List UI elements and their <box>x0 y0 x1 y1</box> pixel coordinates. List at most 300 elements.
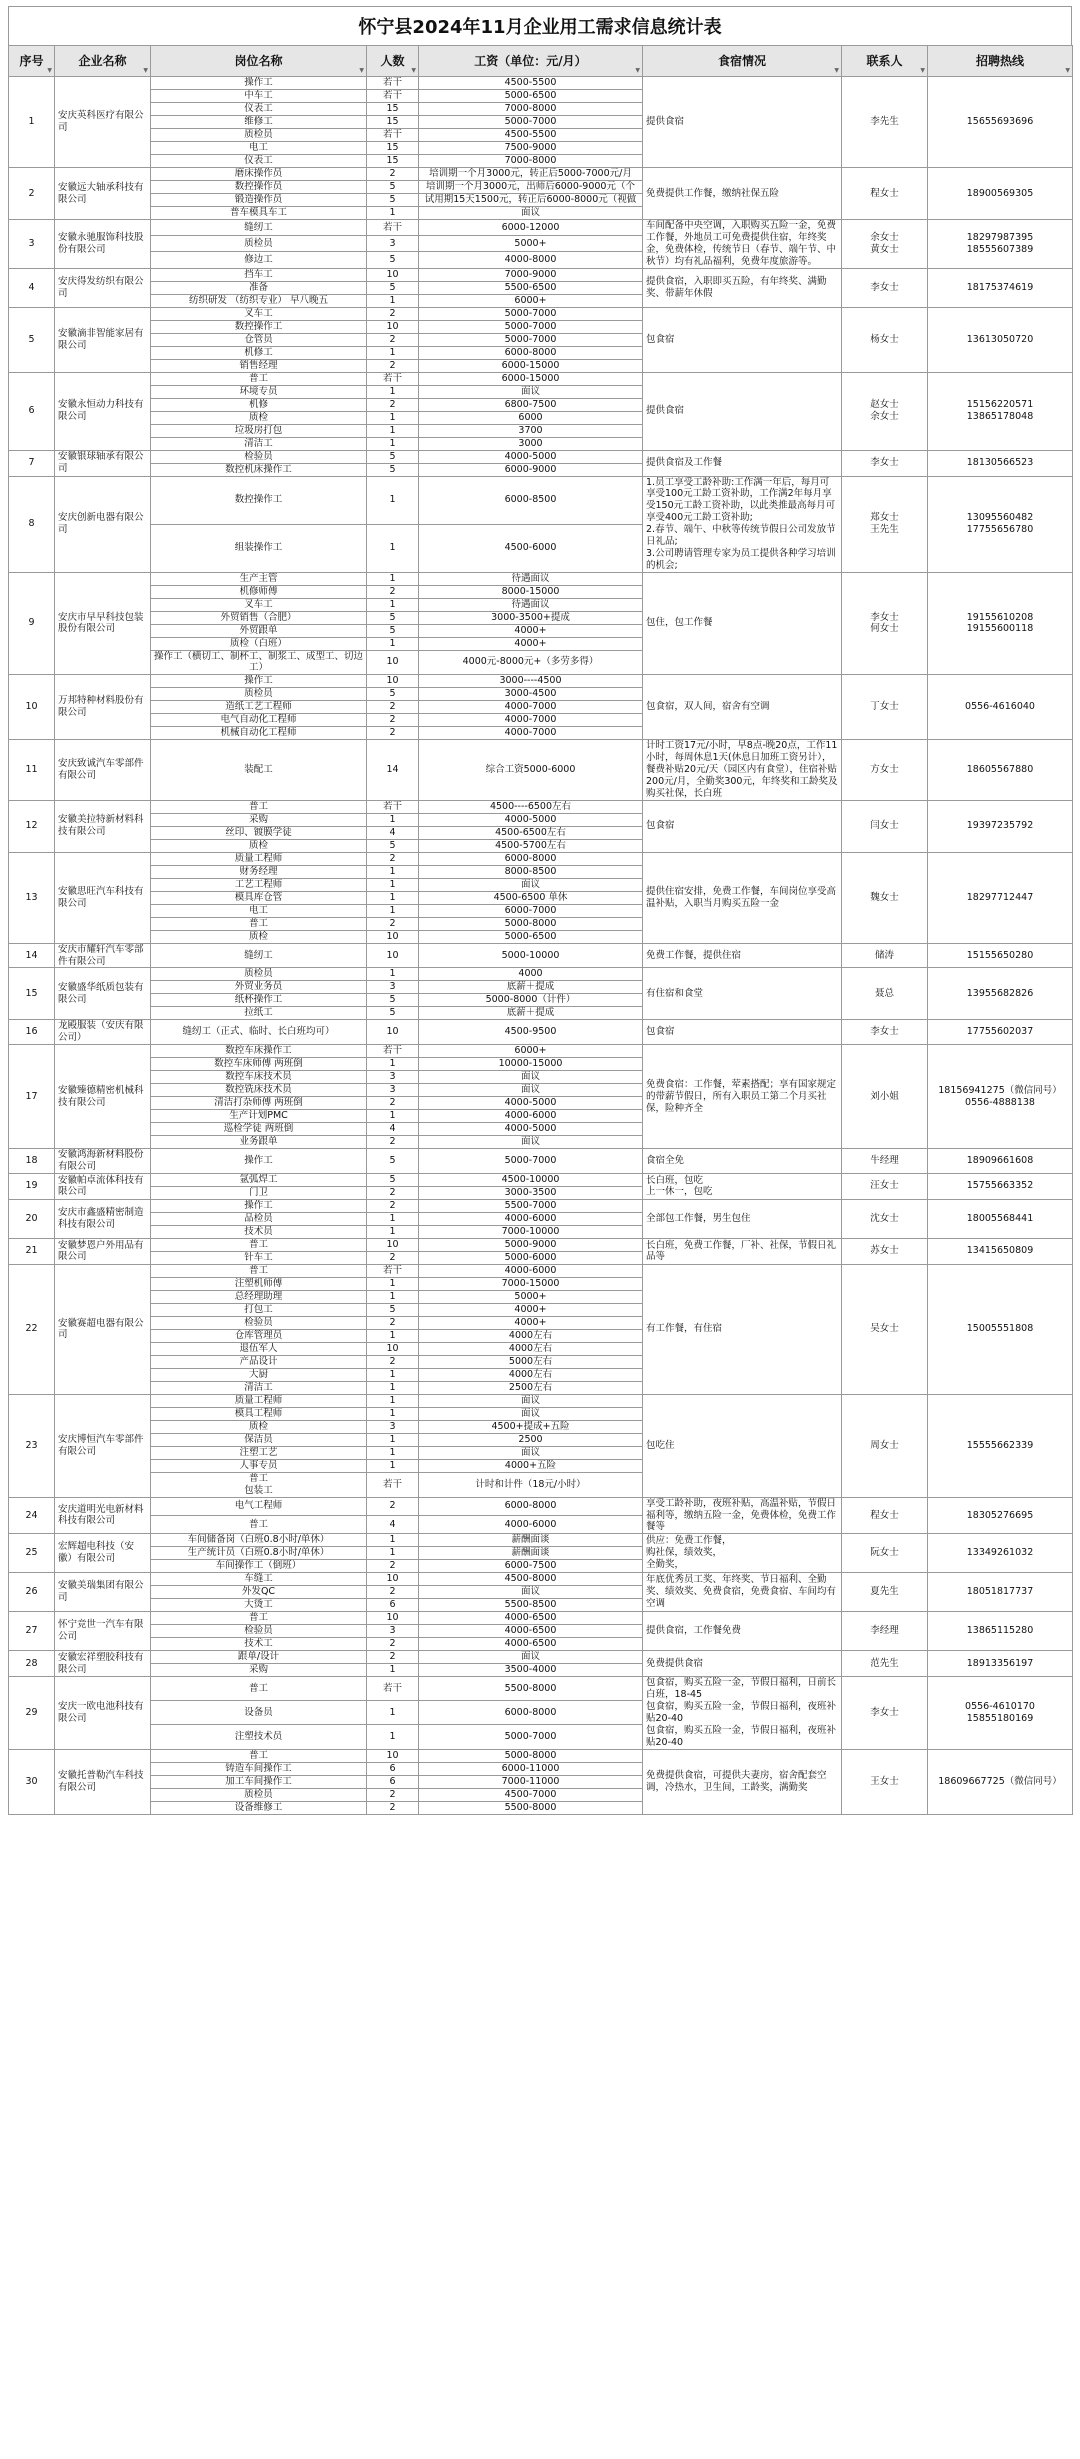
cell-salary[interactable]: 4000-7000 <box>419 727 643 740</box>
cell-count[interactable]: 14 <box>367 740 419 800</box>
cell-count[interactable]: 5 <box>367 688 419 701</box>
cell-count[interactable]: 1 <box>367 572 419 585</box>
cell-salary[interactable]: 3700 <box>419 424 643 437</box>
cell-position[interactable]: 注塑机师傅 <box>151 1277 367 1290</box>
cell-position[interactable]: 模具工程师 <box>151 1407 367 1420</box>
cell-salary[interactable]: 薪酬面谈 <box>419 1547 643 1560</box>
cell-count[interactable]: 5 <box>367 181 419 194</box>
cell-salary[interactable]: 面议 <box>419 207 643 220</box>
cell-no[interactable]: 1 <box>9 77 55 168</box>
cell-position[interactable]: 检验员 <box>151 1316 367 1329</box>
cell-salary[interactable]: 4000+五险 <box>419 1459 643 1472</box>
cell-salary[interactable]: 薪酬面谈 <box>419 1534 643 1547</box>
cell-contact[interactable]: 余女士 黄女士 <box>842 220 928 269</box>
cell-count[interactable]: 4 <box>367 1123 419 1136</box>
cell-count[interactable]: 10 <box>367 1238 419 1251</box>
cell-salary[interactable]: 7000-9000 <box>419 268 643 281</box>
cell-position[interactable]: 质检员 <box>151 236 367 252</box>
cell-position[interactable]: 装配工 <box>151 740 367 800</box>
cell-company-name[interactable]: 安徽美瑞集团有限公司 <box>55 1573 151 1612</box>
cell-salary[interactable]: 待遇面议 <box>419 572 643 585</box>
cell-position[interactable]: 门卫 <box>151 1186 367 1199</box>
cell-position[interactable]: 质检员 <box>151 688 367 701</box>
cell-salary[interactable]: 6000+ <box>419 1045 643 1058</box>
cell-contact[interactable]: 夏先生 <box>842 1573 928 1612</box>
cell-no[interactable]: 6 <box>9 372 55 450</box>
cell-position[interactable]: 造纸工艺工程师 <box>151 701 367 714</box>
cell-position[interactable]: 氩弧焊工 <box>151 1173 367 1186</box>
cell-count[interactable]: 5 <box>367 624 419 637</box>
cell-position[interactable]: 修边工 <box>151 252 367 268</box>
cell-count[interactable]: 1 <box>367 1534 419 1547</box>
cell-position[interactable]: 质量工程师 <box>151 852 367 865</box>
cell-count[interactable]: 2 <box>367 333 419 346</box>
cell-position[interactable]: 仓库管理员 <box>151 1329 367 1342</box>
cell-position[interactable]: 数控机床操作工 <box>151 463 367 476</box>
cell-position[interactable]: 操作工 <box>151 1149 367 1174</box>
cell-position[interactable]: 采购 <box>151 1664 367 1677</box>
cell-salary[interactable]: 6000-9000 <box>419 463 643 476</box>
cell-salary[interactable]: 4000+ <box>419 624 643 637</box>
cell-count[interactable]: 若干 <box>367 129 419 142</box>
cell-salary[interactable]: 3000----4500 <box>419 675 643 688</box>
cell-salary[interactable]: 计时和计件（18元/小时） <box>419 1472 643 1497</box>
cell-position[interactable]: 机械自动化工程师 <box>151 727 367 740</box>
cell-position[interactable]: 总经理助理 <box>151 1290 367 1303</box>
cell-position[interactable]: 锻造操作员 <box>151 194 367 207</box>
cell-no[interactable]: 19 <box>9 1173 55 1199</box>
cell-contact[interactable]: 牛经理 <box>842 1149 928 1174</box>
cell-no[interactable]: 29 <box>9 1677 55 1749</box>
cell-contact[interactable]: 汪女士 <box>842 1173 928 1199</box>
filter-dropdown-icon[interactable]: ▼ <box>920 66 925 74</box>
cell-no[interactable]: 24 <box>9 1497 55 1534</box>
cell-salary[interactable]: 7000-15000 <box>419 1277 643 1290</box>
cell-position[interactable]: 电工 <box>151 904 367 917</box>
cell-salary[interactable]: 6800-7500 <box>419 398 643 411</box>
cell-count[interactable]: 2 <box>367 1251 419 1264</box>
cell-position[interactable]: 车间储备岗（白班0.8小时/单休） <box>151 1534 367 1547</box>
cell-position[interactable]: 垃圾房打包 <box>151 424 367 437</box>
cell-salary[interactable]: 8000-8500 <box>419 865 643 878</box>
col-header-company[interactable]: 企业名称 ▼ <box>55 46 151 77</box>
cell-position[interactable]: 技术员 <box>151 1225 367 1238</box>
cell-position[interactable]: 电气工程师 <box>151 1497 367 1515</box>
cell-count[interactable]: 6 <box>367 1599 419 1612</box>
cell-accommodation[interactable]: 年底优秀员工奖、年终奖、节日福利、全勤奖、绩效奖、免费食宿，免费食宿、车间均有空调 <box>643 1573 842 1612</box>
cell-count[interactable]: 10 <box>367 320 419 333</box>
cell-position[interactable]: 仓管员 <box>151 333 367 346</box>
cell-hotline[interactable]: 15555662339 <box>928 1394 1073 1497</box>
cell-company-name[interactable]: 安庆道明光电新材料科技有限公司 <box>55 1497 151 1534</box>
cell-count[interactable]: 5 <box>367 252 419 268</box>
cell-no[interactable]: 15 <box>9 968 55 1020</box>
cell-count[interactable]: 2 <box>367 1316 419 1329</box>
cell-contact[interactable]: 李女士 何女士 <box>842 572 928 675</box>
col-header-position[interactable]: 岗位名称 ▼ <box>151 46 367 77</box>
cell-count[interactable]: 1 <box>367 1212 419 1225</box>
cell-position[interactable]: 生产计划PMC <box>151 1110 367 1123</box>
cell-position[interactable]: 数控操作工 <box>151 476 367 524</box>
cell-salary[interactable]: 5000-8000 <box>419 1749 643 1762</box>
cell-count[interactable]: 5 <box>367 1007 419 1020</box>
cell-accommodation[interactable]: 免费提供工作餐，缴纳社保五险 <box>643 168 842 220</box>
cell-count[interactable]: 6 <box>367 1775 419 1788</box>
cell-salary[interactable]: 6000-15000 <box>419 359 643 372</box>
cell-accommodation[interactable]: 有工作餐，有住宿 <box>643 1264 842 1394</box>
cell-count[interactable]: 1 <box>367 424 419 437</box>
cell-salary[interactable]: 5000-8000（计件） <box>419 994 643 1007</box>
cell-salary[interactable]: 4000左右 <box>419 1329 643 1342</box>
cell-contact[interactable]: 李女士 <box>842 1020 928 1045</box>
cell-salary[interactable]: 面议 <box>419 385 643 398</box>
cell-no[interactable]: 26 <box>9 1573 55 1612</box>
cell-position[interactable]: 挡车工 <box>151 268 367 281</box>
cell-position[interactable]: 外贸业务员 <box>151 981 367 994</box>
cell-count[interactable]: 15 <box>367 142 419 155</box>
cell-company-name[interactable]: 宏辉超电科技（安徽）有限公司 <box>55 1534 151 1573</box>
cell-count[interactable]: 2 <box>367 1801 419 1814</box>
cell-accommodation[interactable]: 长白班，免费工作餐，厂补、社保，节假日礼品等 <box>643 1238 842 1264</box>
cell-salary[interactable]: 试用期15天1500元，转正后6000-8000元（视做 <box>419 194 643 207</box>
cell-hotline[interactable]: 18909661608 <box>928 1149 1073 1174</box>
cell-count[interactable]: 5 <box>367 1149 419 1174</box>
cell-count[interactable]: 1 <box>367 904 419 917</box>
cell-no[interactable]: 13 <box>9 852 55 943</box>
cell-contact[interactable]: 郑女士 王先生 <box>842 476 928 572</box>
cell-hotline[interactable]: 18305276695 <box>928 1497 1073 1534</box>
cell-contact[interactable]: 刘小姐 <box>842 1045 928 1149</box>
cell-accommodation[interactable]: 提供食宿，入职即买五险，有年终奖、满勤奖、带薪年休假 <box>643 268 842 307</box>
cell-position[interactable]: 普工 <box>151 372 367 385</box>
cell-contact[interactable]: 程女士 <box>842 168 928 220</box>
cell-no[interactable]: 30 <box>9 1749 55 1814</box>
cell-count[interactable]: 2 <box>367 359 419 372</box>
cell-position[interactable]: 注塑工艺 <box>151 1446 367 1459</box>
cell-salary[interactable]: 7000-8000 <box>419 155 643 168</box>
cell-position[interactable]: 中车工 <box>151 90 367 103</box>
cell-count[interactable]: 10 <box>367 1749 419 1762</box>
cell-company-name[interactable]: 怀宁竞世一汽车有限公司 <box>55 1612 151 1651</box>
cell-salary[interactable]: 4000-6500 <box>419 1625 643 1638</box>
cell-hotline[interactable]: 13095560482 17755656780 <box>928 476 1073 572</box>
cell-position[interactable]: 加工车间操作工 <box>151 1775 367 1788</box>
cell-hotline[interactable]: 18005568441 <box>928 1199 1073 1238</box>
cell-count[interactable]: 1 <box>367 294 419 307</box>
cell-count[interactable]: 1 <box>367 1459 419 1472</box>
cell-accommodation[interactable]: 包住，包工作餐 <box>643 572 842 675</box>
cell-salary[interactable]: 4500-6500左右 <box>419 826 643 839</box>
cell-count[interactable]: 2 <box>367 585 419 598</box>
cell-count[interactable]: 1 <box>367 1381 419 1394</box>
cell-hotline[interactable]: 15655693696 <box>928 77 1073 168</box>
cell-no[interactable]: 20 <box>9 1199 55 1238</box>
cell-salary[interactable]: 6000-8000 <box>419 1497 643 1515</box>
col-header-accommodation[interactable]: 食宿情况 ▼ <box>643 46 842 77</box>
cell-position[interactable]: 缝纫工 <box>151 943 367 968</box>
cell-count[interactable]: 10 <box>367 930 419 943</box>
cell-count[interactable]: 3 <box>367 981 419 994</box>
filter-dropdown-icon[interactable]: ▼ <box>359 66 364 74</box>
filter-dropdown-icon[interactable]: ▼ <box>1065 66 1070 74</box>
cell-hotline[interactable]: 18605567880 <box>928 740 1073 800</box>
cell-count[interactable]: 5 <box>367 463 419 476</box>
cell-position[interactable]: 机修 <box>151 398 367 411</box>
cell-count[interactable]: 3 <box>367 1084 419 1097</box>
cell-no[interactable]: 12 <box>9 800 55 852</box>
cell-count[interactable]: 2 <box>367 727 419 740</box>
cell-position[interactable]: 数控操作员 <box>151 181 367 194</box>
cell-count[interactable]: 1 <box>367 1277 419 1290</box>
cell-contact[interactable]: 范先生 <box>842 1651 928 1677</box>
cell-company-name[interactable]: 万邦特种材料股份有限公司 <box>55 675 151 740</box>
cell-company-name[interactable]: 安庆博恒汽车零部件有限公司 <box>55 1394 151 1497</box>
cell-salary[interactable]: 7000-8000 <box>419 103 643 116</box>
cell-count[interactable]: 1 <box>367 476 419 524</box>
cell-count[interactable]: 1 <box>367 968 419 981</box>
cell-company-name[interactable]: 安徽思旺汽车科技有限公司 <box>55 852 151 943</box>
cell-accommodation[interactable]: 提供食宿及工作餐 <box>643 450 842 476</box>
cell-contact[interactable]: 李女士 <box>842 268 928 307</box>
cell-position[interactable]: 清洁工 <box>151 437 367 450</box>
cell-position[interactable]: 质检 <box>151 839 367 852</box>
cell-count[interactable]: 1 <box>367 891 419 904</box>
cell-contact[interactable]: 魏女士 <box>842 852 928 943</box>
cell-count[interactable]: 1 <box>367 1664 419 1677</box>
cell-hotline[interactable]: 18175374619 <box>928 268 1073 307</box>
cell-position[interactable]: 大烫工 <box>151 1599 367 1612</box>
cell-salary[interactable]: 面议 <box>419 1586 643 1599</box>
cell-position[interactable]: 外发QC <box>151 1586 367 1599</box>
cell-position[interactable]: 注塑技术员 <box>151 1725 367 1749</box>
cell-accommodation[interactable]: 提供食宿 <box>643 77 842 168</box>
cell-position[interactable]: 仪表工 <box>151 155 367 168</box>
cell-hotline[interactable]: 18297712447 <box>928 852 1073 943</box>
cell-position[interactable]: 车间操作工（倒班） <box>151 1560 367 1573</box>
cell-count[interactable]: 2 <box>367 701 419 714</box>
filter-dropdown-icon[interactable]: ▼ <box>143 66 148 74</box>
cell-count[interactable]: 2 <box>367 917 419 930</box>
cell-position[interactable]: 准备 <box>151 281 367 294</box>
cell-position[interactable]: 工艺工程师 <box>151 878 367 891</box>
cell-company-name[interactable]: 安庆得发纺织有限公司 <box>55 268 151 307</box>
cell-contact[interactable]: 丁女士 <box>842 675 928 740</box>
cell-salary[interactable]: 4000+ <box>419 637 643 650</box>
cell-salary[interactable]: 4000-8000 <box>419 252 643 268</box>
cell-salary[interactable]: 面议 <box>419 1394 643 1407</box>
cell-salary[interactable]: 5000-7000 <box>419 333 643 346</box>
cell-salary[interactable]: 4000-7000 <box>419 701 643 714</box>
cell-salary[interactable]: 培训期一个月3000元，出师后6000-9000元（个 <box>419 181 643 194</box>
cell-contact[interactable]: 杨女士 <box>842 307 928 372</box>
cell-salary[interactable]: 综合工资5000-6000 <box>419 740 643 800</box>
cell-no[interactable]: 10 <box>9 675 55 740</box>
cell-hotline[interactable]: 15155650280 <box>928 943 1073 968</box>
cell-salary[interactable]: 6000-8500 <box>419 476 643 524</box>
cell-position[interactable]: 设备员 <box>151 1701 367 1725</box>
cell-salary[interactable]: 面议 <box>419 1651 643 1664</box>
cell-contact[interactable]: 李先生 <box>842 77 928 168</box>
filter-dropdown-icon[interactable]: ▼ <box>834 66 839 74</box>
cell-hotline[interactable]: 18913356197 <box>928 1651 1073 1677</box>
cell-count[interactable]: 2 <box>367 1186 419 1199</box>
cell-position[interactable]: 财务经理 <box>151 865 367 878</box>
cell-company-name[interactable]: 安徽滴非智能家居有限公司 <box>55 307 151 372</box>
cell-position[interactable]: 普工 <box>151 800 367 813</box>
cell-company-name[interactable]: 安徽美拉特新材料科技有限公司 <box>55 800 151 852</box>
cell-count[interactable]: 5 <box>367 1303 419 1316</box>
cell-company-name[interactable]: 安徽远大轴承科技有限公司 <box>55 168 151 220</box>
cell-position[interactable]: 清洁打杂师傅 两班倒 <box>151 1097 367 1110</box>
cell-position[interactable]: 外贸跟单 <box>151 624 367 637</box>
cell-count[interactable]: 10 <box>367 1342 419 1355</box>
cell-salary[interactable]: 4000左右 <box>419 1368 643 1381</box>
cell-position[interactable]: 数控操作工 <box>151 320 367 333</box>
cell-salary[interactable]: 5500-6500 <box>419 281 643 294</box>
cell-count[interactable]: 5 <box>367 611 419 624</box>
cell-position[interactable]: 质检 <box>151 930 367 943</box>
cell-accommodation[interactable]: 包吃住 <box>643 1394 842 1497</box>
cell-position[interactable]: 质检员 <box>151 129 367 142</box>
cell-position[interactable]: 质检 <box>151 1420 367 1433</box>
cell-count[interactable]: 1 <box>367 1433 419 1446</box>
cell-company-name[interactable]: 安徽鸿海新材料股份有限公司 <box>55 1149 151 1174</box>
cell-salary[interactable]: 5000-8000 <box>419 917 643 930</box>
cell-salary[interactable]: 4500-8000 <box>419 1573 643 1586</box>
filter-dropdown-icon[interactable]: ▼ <box>411 66 416 74</box>
cell-accommodation[interactable]: 提供住宿安排，免费工作餐，车间岗位享受高温补贴，入职当月购买五险一金 <box>643 852 842 943</box>
cell-hotline[interactable]: 18156941275（微信同号） 0556-4888138 <box>928 1045 1073 1149</box>
cell-count[interactable]: 若干 <box>367 220 419 236</box>
cell-company-name[interactable]: 安徽赛超电器有限公司 <box>55 1264 151 1394</box>
cell-contact[interactable]: 沈女士 <box>842 1199 928 1238</box>
cell-company-name[interactable]: 龙殿服装（安庆有限公司） <box>55 1020 151 1045</box>
cell-position[interactable]: 生产统计员（白班0.8小时/单休） <box>151 1547 367 1560</box>
cell-salary[interactable]: 4000-6000 <box>419 1110 643 1123</box>
cell-accommodation[interactable]: 包食宿 <box>643 307 842 372</box>
cell-count[interactable]: 2 <box>367 852 419 865</box>
cell-salary[interactable]: 4000 <box>419 968 643 981</box>
cell-no[interactable]: 11 <box>9 740 55 800</box>
cell-salary[interactable]: 4500-9500 <box>419 1020 643 1045</box>
cell-hotline[interactable]: 18609667725（微信同号） <box>928 1749 1073 1814</box>
cell-count[interactable]: 15 <box>367 116 419 129</box>
cell-position[interactable]: 质检（白班） <box>151 637 367 650</box>
cell-accommodation[interactable]: 全部包工作餐，男生包住 <box>643 1199 842 1238</box>
cell-salary[interactable]: 6000-8000 <box>419 1701 643 1725</box>
cell-accommodation[interactable]: 食宿全免 <box>643 1149 842 1174</box>
cell-accommodation[interactable]: 包食宿 <box>643 800 842 852</box>
cell-salary[interactable]: 5000-7000 <box>419 116 643 129</box>
cell-salary[interactable]: 5000-6500 <box>419 930 643 943</box>
cell-position[interactable]: 纸杯操作工 <box>151 994 367 1007</box>
cell-position[interactable]: 机修师傅 <box>151 585 367 598</box>
cell-no[interactable]: 4 <box>9 268 55 307</box>
cell-salary[interactable]: 7000-11000 <box>419 1775 643 1788</box>
cell-position[interactable]: 业务跟单 <box>151 1136 367 1149</box>
cell-position[interactable]: 保洁员 <box>151 1433 367 1446</box>
cell-accommodation[interactable]: 有住宿和食堂 <box>643 968 842 1020</box>
cell-salary[interactable]: 4000-6500 <box>419 1638 643 1651</box>
cell-accommodation[interactable]: 免费食宿：工作餐，荤素搭配；享有国家规定的带薪节假日，所有入职员工第二个月买社保，险种齐全 <box>643 1045 842 1149</box>
cell-position[interactable]: 普车模具车工 <box>151 207 367 220</box>
cell-salary[interactable]: 6000+ <box>419 294 643 307</box>
cell-count[interactable]: 1 <box>367 1368 419 1381</box>
cell-accommodation[interactable]: 提供食宿 <box>643 372 842 450</box>
cell-salary[interactable]: 4500-6500 单休 <box>419 891 643 904</box>
cell-position[interactable]: 机修工 <box>151 346 367 359</box>
cell-salary[interactable]: 4000-5000 <box>419 450 643 463</box>
cell-position[interactable]: 跟单/设计 <box>151 1651 367 1664</box>
cell-count[interactable]: 1 <box>367 813 419 826</box>
cell-salary[interactable]: 2500 <box>419 1433 643 1446</box>
cell-contact[interactable]: 闫女士 <box>842 800 928 852</box>
cell-count[interactable]: 1 <box>367 524 419 572</box>
cell-salary[interactable]: 面议 <box>419 878 643 891</box>
cell-count[interactable]: 3 <box>367 1625 419 1638</box>
cell-position[interactable]: 检验员 <box>151 450 367 463</box>
cell-count[interactable]: 15 <box>367 103 419 116</box>
cell-no[interactable]: 21 <box>9 1238 55 1264</box>
cell-count[interactable]: 10 <box>367 943 419 968</box>
cell-contact[interactable]: 李经理 <box>842 1612 928 1651</box>
cell-count[interactable]: 6 <box>367 1762 419 1775</box>
cell-salary[interactable]: 4000+ <box>419 1303 643 1316</box>
cell-position[interactable]: 模具库仓管 <box>151 891 367 904</box>
cell-accommodation[interactable]: 包食宿 <box>643 1020 842 1045</box>
cell-salary[interactable]: 6000 <box>419 411 643 424</box>
cell-position[interactable]: 操作工 <box>151 1199 367 1212</box>
cell-salary[interactable]: 4000-7000 <box>419 714 643 727</box>
cell-accommodation[interactable]: 免费提供食宿，可提供夫妻房，宿舍配套空调，冷热水，卫生间，工龄奖，满勤奖 <box>643 1749 842 1814</box>
cell-count[interactable]: 1 <box>367 385 419 398</box>
cell-count[interactable]: 3 <box>367 1420 419 1433</box>
cell-company-name[interactable]: 安徽臻德精密机械科技有限公司 <box>55 1045 151 1149</box>
cell-company-name[interactable]: 安庆英科医疗有限公司 <box>55 77 151 168</box>
cell-count[interactable]: 若干 <box>367 800 419 813</box>
cell-count[interactable]: 1 <box>367 1394 419 1407</box>
cell-no[interactable]: 23 <box>9 1394 55 1497</box>
cell-count[interactable]: 1 <box>367 1446 419 1459</box>
cell-count[interactable]: 2 <box>367 1638 419 1651</box>
cell-count[interactable]: 1 <box>367 207 419 220</box>
cell-count[interactable]: 10 <box>367 1612 419 1625</box>
col-header-salary[interactable]: 工资（单位：元/月） ▼ <box>419 46 643 77</box>
cell-salary[interactable]: 面议 <box>419 1071 643 1084</box>
cell-company-name[interactable]: 安庆市耀轩汽车零部件有限公司 <box>55 943 151 968</box>
cell-count[interactable]: 2 <box>367 1097 419 1110</box>
cell-salary[interactable]: 4000-6000 <box>419 1264 643 1277</box>
cell-salary[interactable]: 4000-6500 <box>419 1612 643 1625</box>
cell-accommodation[interactable]: 车间配备中央空调，入职购买五险一金，免费工作餐，外地员工可免费提供住宿，年终奖金，免费体检，传统节日（春节、端午节、中秋节）均有礼品福利，免费年度旅游等。 <box>643 220 842 269</box>
cell-position[interactable]: 人事专员 <box>151 1459 367 1472</box>
cell-count[interactable]: 10 <box>367 1020 419 1045</box>
cell-count[interactable]: 15 <box>367 155 419 168</box>
cell-salary[interactable]: 4500+提成+五险 <box>419 1420 643 1433</box>
cell-accommodation[interactable]: 免费工作餐，提供住宿 <box>643 943 842 968</box>
cell-count[interactable]: 1 <box>367 1058 419 1071</box>
cell-salary[interactable]: 6000-7000 <box>419 904 643 917</box>
cell-position[interactable]: 数控车床师傅 两班倒 <box>151 1058 367 1071</box>
cell-accommodation[interactable]: 长白班，包吃 上一休一，包吃 <box>643 1173 842 1199</box>
cell-position[interactable]: 环境专员 <box>151 385 367 398</box>
cell-hotline[interactable]: 17755602037 <box>928 1020 1073 1045</box>
cell-hotline[interactable]: 19397235792 <box>928 800 1073 852</box>
cell-position[interactable]: 数控车床操作工 <box>151 1045 367 1058</box>
cell-company-name[interactable]: 安徽永恒动力科技有限公司 <box>55 372 151 450</box>
cell-salary[interactable]: 10000-15000 <box>419 1058 643 1071</box>
cell-contact[interactable]: 赵女士 余女士 <box>842 372 928 450</box>
